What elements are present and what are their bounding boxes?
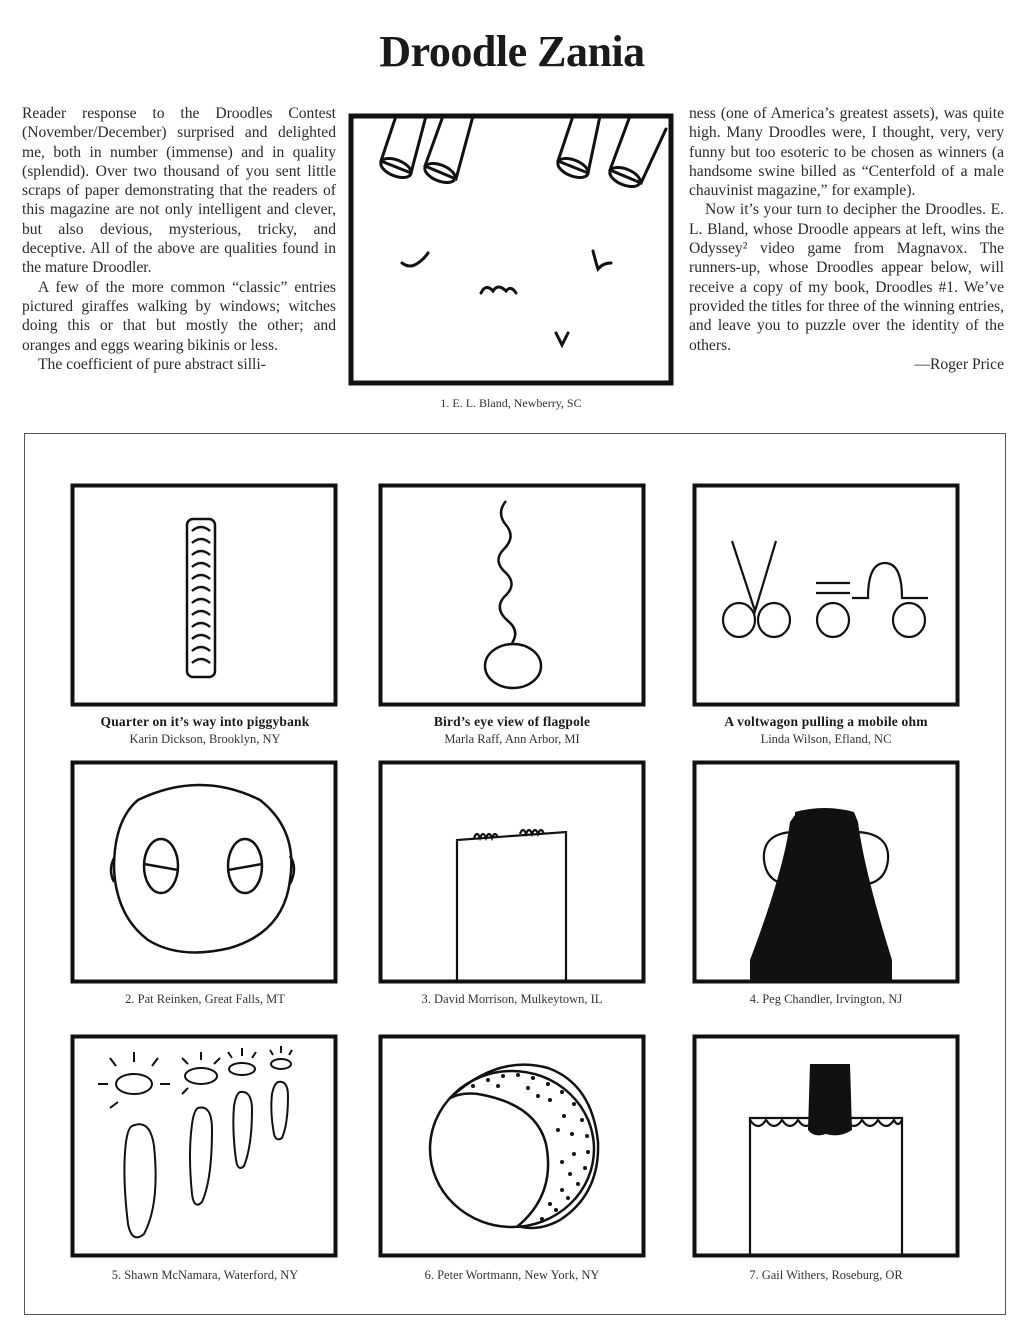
- entry-credit: 3. David Morrison, Mulkeytown, IL: [421, 992, 603, 1006]
- entry-credit: Linda Wilson, Efland, NC: [760, 732, 892, 746]
- droodle-6-drawing: [378, 1034, 646, 1258]
- paragraph: Now it’s your turn to decipher the Droodles. E. L. Bland, whose Droodle appears at left, wins the Odyssey² video game from Magnavox. The runners-up, whose Droodles appear below, will receive a copy of my book, Droodles #1. We’ve provided the titles for three of the winning entries, and leave you to puzzle over the identity of the others.: [689, 201, 1004, 354]
- entry-title: A voltwagon pulling a mobile ohm: [724, 714, 928, 729]
- entry-credit: Marla Raff, Ann Arbor, MI: [444, 732, 580, 746]
- droodle-5-drawing: [70, 1034, 338, 1258]
- droodle-4-drawing: [692, 760, 960, 984]
- droodle-1-caption: 1. E. L. Bland, Newberry, SC: [440, 396, 582, 410]
- droodle-7-drawing: [692, 1034, 960, 1258]
- entry-credit: Karin Dickson, Brooklyn, NY: [129, 732, 281, 746]
- signature: —Roger Price: [914, 355, 1004, 373]
- droodle-1-image: [348, 113, 674, 386]
- paragraph: Reader response to the Droodles Contest (November/December) surprised and delighted me, both in number (immense) and in quality (splendid). Over two thousand of you sent little scraps of paper demonstrating that the readers of this magazine are not only intelligent and clever, but also devious, mysterious, tricky, and deceptive. All of the above are qualities found in the mature Droodler.: [22, 105, 336, 277]
- right-column-text: [689, 104, 1004, 374]
- left-column-text: [22, 104, 336, 374]
- droodle-flagpole-drawing: [378, 483, 646, 707]
- paragraph: ness (one of America’s greatest assets), was quite high. Many Droodles were, I thought, very, very funny but too esoteric to be chosen as winners (a handsome swine billed as “Centerfold of a male chauvinist magazine,” for example).: [689, 105, 1004, 200]
- paragraph: A few of the more common “classic” entries pictured giraffes walking by windows; witches doing this or that but mostly the other; and oranges and eggs wearing bikinis or less.: [22, 278, 336, 354]
- droodle-3-drawing: [378, 760, 646, 984]
- entry-credit: 5. Shawn McNamara, Waterford, NY: [111, 1268, 299, 1282]
- droodle-1-drawing: [348, 113, 674, 386]
- entry-credit: 6. Peter Wortmann, New York, NY: [424, 1268, 600, 1282]
- entry-credit: 4. Peg Chandler, Irvington, NJ: [749, 992, 903, 1006]
- droodle-piggybank-drawing: [70, 483, 338, 707]
- entry-credit: 7. Gail Withers, Roseburg, OR: [749, 1268, 903, 1282]
- droodle-2-drawing: [70, 760, 338, 984]
- entry-title: Quarter on it’s way into piggybank: [100, 714, 310, 729]
- paragraph: The coefficient of pure abstract silli-: [38, 355, 266, 373]
- page-title: Droodle Zania: [379, 27, 645, 76]
- entry-title: Bird’s eye view of flagpole: [433, 714, 591, 729]
- entry-credit: 2. Pat Reinken, Great Falls, MT: [125, 992, 285, 1006]
- droodle-voltwagon-drawing: [692, 483, 960, 707]
